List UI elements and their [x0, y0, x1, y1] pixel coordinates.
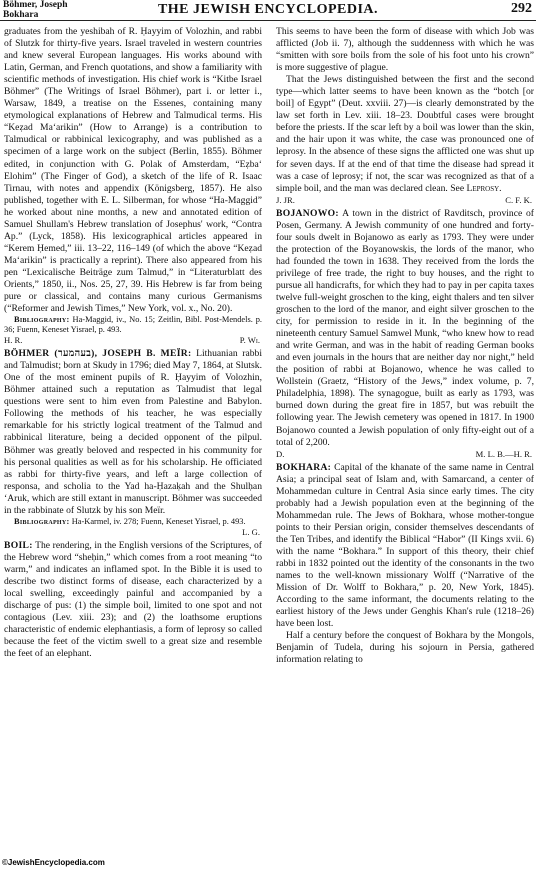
entry-text-bohmer-joseph: Lithuanian rabbi and Talmudist; born at Skudy in 1796; died May 7, 1864, at Slutsk. One of the most eminent pupils of R. Ḥayyim of Volozhin, Böhmer attained such a reputation as Talmudist that legal questions were sent to him even from Palestine and Babylon. Following the methods of his teacher, he was especially remarkable for his strictly logical treatment of the Talmud and rabbinical literature, being a decided opponent of the pilpul. Böhmer was greatly beloved and respected in his community for his personal qualities as well as for his scholarship. He officiated as rabbi for thirty-five years, and left a large collection of responsa, and scholia to the Yad ha-Ḥazaḳah and the Shulḥan ‘Aruk, which are still extant in manuscript. Böhmer was succeeded in the rabbinate of Slutzk by his son Meïr.: [4, 348, 262, 516]
entry-range-last: Bokhara: [3, 10, 39, 20]
signature-right: P. Wi.: [239, 335, 260, 346]
signature-line: [276, 449, 534, 460]
entry-bohmer-joseph: [4, 348, 262, 517]
boil-paragraph-2-text: That the Jews distinguished between the first and the second type—which latter seems to have been known as the “botch [or boil] of Egypt” (Deut. xxviii. 27)—is clearly demonstrated by the law set forth in Lev. xiii. 18–23. Doubtful cases were brought before the priests. If the scar left by a boil was lower than the skin, and the hair upon it was white, the case was pronounced one of leprosy. In the absence of these signs the afflicted one was shut up for seven days. If at the end of that time the disease had spread it was a case of leprosy; if not, the scar was recognized as that of a simple boil, and the man was declared clean. See: [276, 74, 534, 194]
see-also-leprosy-link[interactable]: Leprosy.: [466, 182, 502, 194]
signature-line: [276, 195, 534, 206]
bibliography-joseph-bohmer: [4, 517, 262, 527]
entry-text-bojanowo: A town in the district of Ravditsch, province of Posen, Germany. A Jewish community of one hundred and forty-four souls dwelt in Bojanowo as early as 1793. They were under the protection of the Boyanowskis, the lords of the manor, who had founded the town in 1638. They received from the lords the privilege of free trade, the right to buy houses, and the right to pursue all handicrafts, for which they had to pay in per capita taxes twelve full-weight groschen to the king, eight thalers and ten silver groschen to the lord of the manor, and eight silver groschen to the city, for permission to reside in it. In the beginning of the nineteenth century Samuel Samwel Munk, “who knew how to read and write German, and was in the habit of reading German books and even journals in the hours that are neither day nor night,” held the position of rabbi at Bojanowo, whence he was called to Wollstein (Graetz, “History of the Jews,” index volume, p. 7, Philadelphia, 1898). The synagogue, built as early as 1793, was burned down during the great fire in 1857, but was rebuilt the following year. The Jewish cemetery was opened in 1817. In 1900 Bojanowo counted a Jewish population of only fifty-eight out of a total of 2,200.: [276, 207, 534, 448]
entry-title-bojanowo: BOJANOWO:: [276, 207, 339, 219]
boil-paragraph-2: [276, 74, 534, 194]
signature-right: C. F. K.: [505, 194, 532, 205]
bibliography-label: Bibliography:: [14, 516, 70, 526]
entry-bojanowo: [276, 208, 534, 449]
signature-right: L. G.: [242, 526, 260, 537]
publication-title: THE JEWISH ENCYCLOPEDIA.: [157, 2, 379, 17]
page-number: 292: [511, 1, 532, 16]
bokhara-paragraph-2: Half a century before the conquest of Bokhara by the Mongols, Benjamin of Tudela, during his sojourn in Persia, gathered information relating to: [276, 630, 534, 666]
entry-text-boil: The rendering, in the English versions of the Scriptures, of the Hebrew word “sheḥin,” which comes from a root meaning “to warm,” and indicates an inflamed spot. In the Bible it is used to describe two distinct forms of disease, each characterized by a local swelling, exceedingly painful and accompanied by a discharge of pus: (1) the simple boil, limited to one spot and not contagious (Lev. xiii. 23); and (2) the loathsome eruptions characteristic of endemic elephantiasis, a form of leprosy so called because the feet of the victim swell to a great size and resemble the feet of an elephant.: [4, 539, 262, 660]
signature-left: D.: [276, 448, 285, 459]
page-header: [0, 0, 536, 21]
copyright-notice[interactable]: ©JewishEncyclopedia.com: [2, 858, 105, 867]
bibliography-text: Ha-Maggid, iv., No. 15; Zeitlin, Bibl. Post-Mendels. p. 36; Fuenn, Keneset Yisrael, p. 493.: [4, 315, 262, 335]
signature-right: M. L. B.—H. R.: [475, 448, 532, 459]
left-column: [4, 26, 262, 856]
signature-left: J. JR.: [276, 194, 295, 205]
entry-title-bohmer-joseph: BÖHMER (בעהמער), JOSEPH B. MEÏR:: [4, 348, 192, 360]
signature-line: [4, 335, 262, 346]
israel-bohmer-text: graduates from the yeshibah of R. Ḥayyim of Volozhin, and rabbi of Slutzk for thirty-five years. Israel traveled in western countries and knew several European languages. His works abound with Latin, German, and French quotations, and show a familiarity with scientific methods of investigation. His chief work is “Kitbe Israel Böhmer” (The Writings of Israel Böhmer), part i. or letter i., Warsaw, 1849, a treatise on the Essenes, containing many etymological explanations of Hebrew and Talmudical terms. His “Keẓad Ma‘arikin” (How to Arrange) is a contribution to Talmudical or rabbinical lexicography, and was published as a specimen of a large work on the subject (Berlin, 1855). Böhmer edited, in conjunction with G. Polak of Amsterdam, “Eẓba‘ Elohim” (The Finger of God), a sketch of the life of R. Isaac Tirnau, with notes and appendix (Königsberg, 1857). He also published, together with E. L. Silberman, for whose “Ha-Maggid” he worked about nine months, a new and annotated edition of Samuel Shullam's Hebrew translation of Josephus' work, “Contra Ap.” (Lyck, 1858). His lexicographical articles appeared in “Kerem Ḥemed,” iii. 13–22, 116–149 (of which the above “Keẓad Ma‘arikin” is practically a reprint). There also appeared from his pen “Lexicalische Beiträge zum Talmud,” in “Literaturblatt des Orients,” 1850, ii., Nos. 25, 27, 39. His Hebrew is far from being pure or classical, and contains many curious Germanisms (“Reformer and Jewish Times,” New York, vol. x., No. 20).: [4, 26, 262, 315]
entry-range-first: Böhmer, Joseph: [3, 0, 68, 10]
signature-left: H. R.: [4, 335, 23, 346]
entry-boil: [4, 540, 262, 660]
right-column: [276, 26, 534, 856]
bibliography-text: Ha-Karmel, iv. 278; Fuenn, Keneset Yisrael, p. 493.: [71, 516, 246, 526]
entry-title-bokhara: BOKHARA:: [276, 461, 332, 473]
entry-text-bokhara: Capital of the khanate of the same name in Central Asia; a principal seat of Islam and, with Samarcand, a center of Mohammedan culture in Central Asia since early times. The city probably had a Jewish population even at the beginning of the Mohammedan rule. The Jews of Bokhara, whose mother-tongue points to their Persian origin, consider themselves descendants of the Ten Tribes, and identify the Biblical “Habor” (II Kings xvii. 6) with the name “Bokhara.” In support of this theory, their chief rabbi in 1832 pointed out the identity of the consonants in the two names to the well-known missionary Wolff (“Narrative of the Mission of Dr. Wolff to Bokhara,” p. 20, New York, 1845). According to the same informant, the documents relating to the earliest history of the Jews under Genghis Khan's rule (1218–26) have been lost.: [276, 461, 534, 630]
page-footer: [2, 858, 105, 867]
entry-title-boil: BOIL:: [4, 539, 33, 551]
boil-continuation: This seems to have been the form of disease with which Job was afflicted (Job ii. 7), although the suddenness with which he was “smitten with sore boils from the sole of his foot unto his crown” is more suggestive of plague.: [276, 26, 534, 74]
signature-line: [4, 527, 262, 538]
bibliography-israel-bohmer: [4, 315, 262, 335]
entry-bokhara: [276, 462, 534, 631]
bibliography-label: Bibliography:: [14, 315, 70, 325]
